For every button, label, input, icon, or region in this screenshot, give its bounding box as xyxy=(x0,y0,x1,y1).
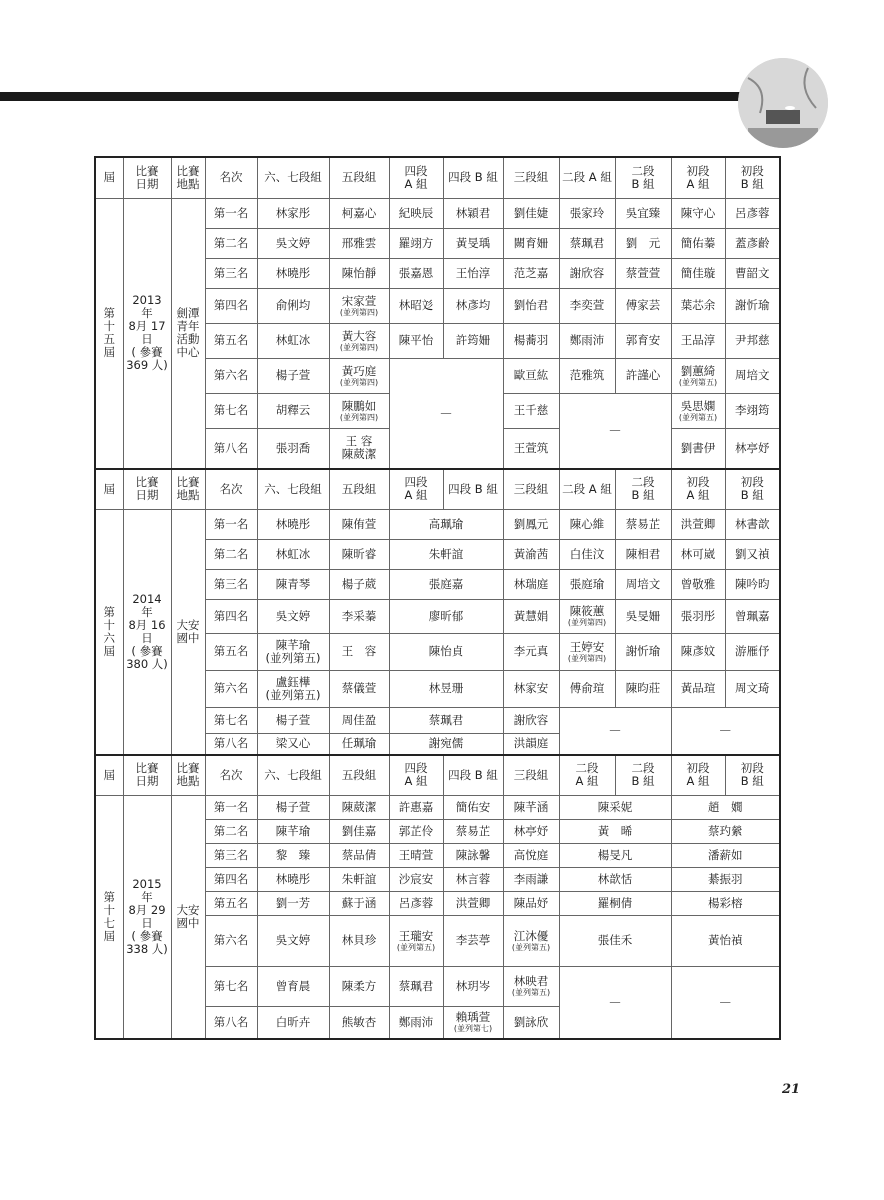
rank-label: 第五名 xyxy=(205,891,257,915)
table-cell: 呂彥蓉 xyxy=(725,198,780,228)
rank-label: 第四名 xyxy=(205,867,257,891)
table-cell: 楊子萱 xyxy=(257,707,329,733)
rank-label: 第三名 xyxy=(205,258,257,288)
table-cell: 周培文 xyxy=(615,569,671,599)
table-cell: 王晴萱 xyxy=(389,843,443,867)
rank-label: 第一名 xyxy=(205,509,257,539)
table-cell: 林瑞庭 xyxy=(503,569,559,599)
column-header: 初段 B 組 xyxy=(725,755,780,795)
table-cell: 劉詠欣 xyxy=(503,1006,559,1039)
column-header: 二段 B 組 xyxy=(615,755,671,795)
tie-note: (並列第四) xyxy=(339,307,379,317)
table-cell: 林昱珊 xyxy=(389,670,503,707)
table-cell: 趙 嫺 xyxy=(671,795,780,819)
table-cell: 吳宜臻 xyxy=(615,198,671,228)
table-cell: 王千慈 xyxy=(503,393,559,428)
table-cell: 許惠嘉 xyxy=(389,795,443,819)
column-header: 四段 B 組 xyxy=(443,157,503,198)
results-table xyxy=(94,156,781,1040)
table-cell: 劉書伊 xyxy=(671,428,725,469)
column-header: 二段 A 組 xyxy=(559,157,615,198)
table-cell: 紀映辰 xyxy=(389,198,443,228)
table-cell: 盧鈺樺 (並列第五) xyxy=(257,670,329,707)
table-cell: 郭芷伶 xyxy=(389,819,443,843)
table-cell: 楊蕎羽 xyxy=(503,323,559,358)
table-cell: 吳文婷 xyxy=(257,228,329,258)
header-bar xyxy=(0,92,745,101)
column-header: 屆 xyxy=(95,469,123,509)
session-label: 第 十 五 屆 xyxy=(95,198,123,469)
column-header: 五段組 xyxy=(329,755,389,795)
table-cell: 吳文婷 xyxy=(257,915,329,966)
table-cell: 白佳汶 xyxy=(559,539,615,569)
table-cell: 林亭妤 xyxy=(725,428,780,469)
table-cell: 林虹冰 xyxy=(257,539,329,569)
column-header: 三段組 xyxy=(503,755,559,795)
table-cell: 范芝嘉 xyxy=(503,258,559,288)
column-header: 名次 xyxy=(205,755,257,795)
tie-note: (並列第五) xyxy=(511,988,551,997)
table-cell: 王品淳 xyxy=(671,323,725,358)
table-cell: 闕育姍 xyxy=(503,228,559,258)
table-cell: 楊旻凡 xyxy=(559,843,671,867)
column-header: 六、七段組 xyxy=(257,469,329,509)
empty-dash: — xyxy=(671,966,780,1039)
tie-note: (並列第四) xyxy=(339,342,379,352)
rank-label: 第七名 xyxy=(205,707,257,733)
table-cell: 陳相君 xyxy=(615,539,671,569)
empty-dash: — xyxy=(671,707,780,755)
table-cell: 張佳禾 xyxy=(559,915,671,966)
column-header: 六、七段組 xyxy=(257,157,329,198)
table-cell: 黃品瑄 xyxy=(671,670,725,707)
column-header: 四段 B 組 xyxy=(443,469,503,509)
table-cell: 游雁伃 xyxy=(725,633,780,670)
column-header: 比賽 日期 xyxy=(123,469,171,509)
table-cell: 王 容 xyxy=(329,633,389,670)
table-cell: 許謹心 xyxy=(615,358,671,393)
table-cell: 賴瑀萱 (並列第七) xyxy=(443,1006,503,1039)
table-cell: 蔡品倩 xyxy=(329,843,389,867)
column-header: 四段 A 組 xyxy=(389,157,443,198)
table-cell: 林亭妤 xyxy=(503,819,559,843)
table-cell: 周培文 xyxy=(725,358,780,393)
table-cell: 朱軒誼 xyxy=(389,539,503,569)
table-cell: 沙宸安 xyxy=(389,867,443,891)
decorative-emblem-icon xyxy=(738,58,828,148)
table-cell: 劉鳳元 xyxy=(503,509,559,539)
table-cell: 黃旻瑀 xyxy=(443,228,503,258)
table-cell: 黃慧娟 xyxy=(503,599,559,633)
empty-dash: — xyxy=(559,707,671,755)
table-cell: 蔡萱萱 xyxy=(615,258,671,288)
table-cell: 任珮瑜 xyxy=(329,733,389,755)
column-header: 二段 A 組 xyxy=(559,755,615,795)
tie-note: (並列第四) xyxy=(567,653,607,663)
table-cell: 蘇于涵 xyxy=(329,891,389,915)
rank-label: 第八名 xyxy=(205,428,257,469)
column-header: 五段組 xyxy=(329,469,389,509)
table-cell: 陳昀莊 xyxy=(615,670,671,707)
table-cell: 曹韶文 xyxy=(725,258,780,288)
table-cell: 黃渝茜 xyxy=(503,539,559,569)
table-cell: 林曉彤 xyxy=(257,509,329,539)
header-row xyxy=(95,157,780,198)
table-cell: 陳吟昀 xyxy=(725,569,780,599)
column-header: 初段 A 組 xyxy=(671,157,725,198)
table-cell: 吳旻姍 xyxy=(615,599,671,633)
table-cell: 陳葳潔 xyxy=(329,795,389,819)
column-header: 二段 B 組 xyxy=(615,469,671,509)
table-cell: 李翊筠 xyxy=(725,393,780,428)
table-cell: 謝欣容 xyxy=(503,707,559,733)
table-cell: 吳思嫻 (並列第五) xyxy=(671,393,725,428)
column-header: 二段 B 組 xyxy=(615,157,671,198)
column-header: 屆 xyxy=(95,157,123,198)
table-cell: 王瓏安 (並列第五) xyxy=(389,915,443,966)
table-cell: 黃怡禎 xyxy=(671,915,780,966)
table-cell: 傅俞瑄 xyxy=(559,670,615,707)
tie-note: (並列第七) xyxy=(453,1024,493,1034)
table-cell: 林昭彣 xyxy=(389,288,443,323)
rank-label: 第六名 xyxy=(205,358,257,393)
table-cell: 黃 晞 xyxy=(559,819,671,843)
column-header: 五段組 xyxy=(329,157,389,198)
table-cell: 羅桐倩 xyxy=(559,891,671,915)
table-cell: 周佳盈 xyxy=(329,707,389,733)
table-cell: 鄭雨沛 xyxy=(559,323,615,358)
table-cell: 張庭瑜 xyxy=(559,569,615,599)
table-cell: 陳青琴 xyxy=(257,569,329,599)
table-cell: 蔡珮君 xyxy=(389,966,443,1006)
table-cell: 郭育安 xyxy=(615,323,671,358)
rank-label: 第七名 xyxy=(205,966,257,1006)
column-header: 四段 A 組 xyxy=(389,755,443,795)
table-cell: 洪韻庭 xyxy=(503,733,559,755)
table-cell: 陳詠馨 xyxy=(443,843,503,867)
column-header: 六、七段組 xyxy=(257,755,329,795)
table-cell: 白昕卉 xyxy=(257,1006,329,1039)
table-cell: 宋家萱 (並列第四) xyxy=(329,288,389,323)
table-cell: 劉 元 xyxy=(615,228,671,258)
table-cell: 謝忻瑜 xyxy=(725,288,780,323)
table-cell: 俞俐均 xyxy=(257,288,329,323)
table-cell: 邢雅雲 xyxy=(329,228,389,258)
table-cell: 陳怡靜 xyxy=(329,258,389,288)
column-header: 比賽 地點 xyxy=(171,755,205,795)
table-cell: 張羽彤 xyxy=(671,599,725,633)
rank-label: 第二名 xyxy=(205,539,257,569)
table-cell: 蔡珮君 xyxy=(389,707,503,733)
table-cell: 李雨謙 xyxy=(503,867,559,891)
table-cell: 熊敏杏 xyxy=(329,1006,389,1039)
table-cell: 林曉彤 xyxy=(257,867,329,891)
header-row xyxy=(95,755,780,795)
rank-label: 第六名 xyxy=(205,670,257,707)
table-cell: 劉蕙綺 (並列第五) xyxy=(671,358,725,393)
table-cell: 范雅筑 xyxy=(559,358,615,393)
table-cell: 劉又禎 xyxy=(725,539,780,569)
table-cell: 曾敬雅 xyxy=(671,569,725,599)
tie-note: (並列第四) xyxy=(339,412,379,422)
table-cell: 曾珮嘉 xyxy=(725,599,780,633)
table-cell: 劉佳婕 xyxy=(503,198,559,228)
column-header: 初段 A 組 xyxy=(671,469,725,509)
column-header: 四段 A 組 xyxy=(389,469,443,509)
table-cell: 陳柔方 xyxy=(329,966,389,1006)
table-cell: 陳平怡 xyxy=(389,323,443,358)
table-cell: 潘薪如 xyxy=(671,843,780,867)
table-cell: 林穎君 xyxy=(443,198,503,228)
table-cell: 張羽喬 xyxy=(257,428,329,469)
table-cell: 蔡珮君 xyxy=(559,228,615,258)
table-cell: 林映君 (並列第五) xyxy=(503,966,559,1006)
table-cell: 蔡易芷 xyxy=(443,819,503,843)
table-cell: 張庭嘉 xyxy=(389,569,503,599)
rank-label: 第三名 xyxy=(205,843,257,867)
column-header: 屆 xyxy=(95,755,123,795)
table-cell: 劉怡君 xyxy=(503,288,559,323)
table-cell: 簡佑安 xyxy=(443,795,503,819)
table-cell: 林家彤 xyxy=(257,198,329,228)
table-cell: 謝宛儒 xyxy=(389,733,503,755)
table-cell: 林玥岑 xyxy=(443,966,503,1006)
table-cell: 柯嘉心 xyxy=(329,198,389,228)
table-cell: 吳文婷 xyxy=(257,599,329,633)
tie-note: (並列第五) xyxy=(396,942,436,952)
table-cell: 劉佳嘉 xyxy=(329,819,389,843)
table-cell: 黃巧庭 (並列第四) xyxy=(329,358,389,393)
rank-label: 第七名 xyxy=(205,393,257,428)
empty-dash: — xyxy=(559,966,671,1039)
table-cell: 林歆恬 xyxy=(559,867,671,891)
rank-label: 第一名 xyxy=(205,795,257,819)
table-cell: 尹邦慈 xyxy=(725,323,780,358)
table-row xyxy=(95,795,780,819)
column-header: 二段 A 組 xyxy=(559,469,615,509)
table-cell: 高悅庭 xyxy=(503,843,559,867)
table-cell: 朱軒誼 xyxy=(329,867,389,891)
match-date: 2013 年 8月 17 日 ( 參賽 369 人) xyxy=(123,198,171,469)
table-cell: 黎 臻 xyxy=(257,843,329,867)
rank-label: 第六名 xyxy=(205,915,257,966)
table-cell: 簡佑蓁 xyxy=(671,228,725,258)
match-place: 劍潭 青年 活動 中心 xyxy=(171,198,205,469)
rank-label: 第二名 xyxy=(205,228,257,258)
table-cell: 呂彥蓉 xyxy=(389,891,443,915)
table-row xyxy=(95,198,780,228)
table-cell: 楊子萱 xyxy=(257,358,329,393)
table-cell: 陳筱蕙 (並列第四) xyxy=(559,599,615,633)
empty-dash: — xyxy=(389,358,503,469)
table-row xyxy=(95,509,780,539)
column-header: 比賽 日期 xyxy=(123,755,171,795)
column-header: 比賽 地點 xyxy=(171,469,205,509)
table-cell: 陳芊瑜 (並列第五) xyxy=(257,633,329,670)
table-cell: 林家安 xyxy=(503,670,559,707)
table-cell: 洪萱卿 xyxy=(671,509,725,539)
table-cell: 李元真 xyxy=(503,633,559,670)
table-cell: 許筠姍 xyxy=(443,323,503,358)
table-cell: 廖昕郁 xyxy=(389,599,503,633)
table-cell: 陳鵬如 (並列第四) xyxy=(329,393,389,428)
column-header: 初段 A 組 xyxy=(671,755,725,795)
table-cell: 王婷安 (並列第四) xyxy=(559,633,615,670)
table-cell: 李芸葶 xyxy=(443,915,503,966)
table-cell: 林可崴 xyxy=(671,539,725,569)
column-header: 名次 xyxy=(205,469,257,509)
empty-dash: — xyxy=(559,393,671,469)
table-cell: 林曉彤 xyxy=(257,258,329,288)
column-header: 四段 B 組 xyxy=(443,755,503,795)
table-cell: 蔡玓縈 xyxy=(671,819,780,843)
tie-note: (並列第四) xyxy=(339,377,379,387)
table-cell: 謝忻瑜 xyxy=(615,633,671,670)
table-cell: 曾育晨 xyxy=(257,966,329,1006)
table-cell: 葉芯余 xyxy=(671,288,725,323)
table-cell: 陳心維 xyxy=(559,509,615,539)
table-cell: 陳芊瑜 xyxy=(257,819,329,843)
table-cell: 李采蓁 xyxy=(329,599,389,633)
rank-label: 第四名 xyxy=(205,288,257,323)
tie-note: (並列第五) xyxy=(511,942,551,952)
rank-label: 第三名 xyxy=(205,569,257,599)
match-date: 2014 年 8月 16 日 ( 參賽 380 人) xyxy=(123,509,171,755)
match-place: 大安 國中 xyxy=(171,795,205,1039)
table-cell: 張嘉恩 xyxy=(389,258,443,288)
rank-label: 第八名 xyxy=(205,1006,257,1039)
table-cell: 陳采妮 xyxy=(559,795,671,819)
header-row xyxy=(95,469,780,509)
table-cell: 王怡淳 xyxy=(443,258,503,288)
table-cell: 謝欣容 xyxy=(559,258,615,288)
table-cell: 楊子葳 xyxy=(329,569,389,599)
table-cell: 張家玲 xyxy=(559,198,615,228)
table-cell: 綦振羽 xyxy=(671,867,780,891)
column-header: 初段 B 組 xyxy=(725,469,780,509)
column-header: 三段組 xyxy=(503,157,559,198)
table-cell: 蔡儀萱 xyxy=(329,670,389,707)
table-cell: 陳芊涵 xyxy=(503,795,559,819)
table-cell: 梁又心 xyxy=(257,733,329,755)
session-label: 第 十 七 屆 xyxy=(95,795,123,1039)
match-place: 大安 國中 xyxy=(171,509,205,755)
table-cell: 陳彥妏 xyxy=(671,633,725,670)
table-cell: 洪萱卿 xyxy=(443,891,503,915)
tie-note: (並列第五) xyxy=(678,377,718,387)
table-cell: 陳守心 xyxy=(671,198,725,228)
table-cell: 高珮瑜 xyxy=(389,509,503,539)
table-cell: 楊子萱 xyxy=(257,795,329,819)
rank-label: 第五名 xyxy=(205,633,257,670)
column-header: 比賽 日期 xyxy=(123,157,171,198)
table-cell: 林書歆 xyxy=(725,509,780,539)
table-cell: 蓋彥齡 xyxy=(725,228,780,258)
column-header: 三段組 xyxy=(503,469,559,509)
page-number: 21 xyxy=(782,1082,801,1097)
table-cell: 王萱筑 xyxy=(503,428,559,469)
table-cell: 陳侑萱 xyxy=(329,509,389,539)
session-label: 第 十 六 屆 xyxy=(95,509,123,755)
rank-label: 第二名 xyxy=(205,819,257,843)
table-cell: 傅家芸 xyxy=(615,288,671,323)
rank-label: 第五名 xyxy=(205,323,257,358)
table-cell: 簡佳璇 xyxy=(671,258,725,288)
table-cell: 楊彩榕 xyxy=(671,891,780,915)
table-cell: 林言蓉 xyxy=(443,867,503,891)
column-header: 名次 xyxy=(205,157,257,198)
table-cell: 陳怡貞 xyxy=(389,633,503,670)
column-header: 比賽 地點 xyxy=(171,157,205,198)
table-cell: 王 容 陳葳潔 xyxy=(329,428,389,469)
rank-label: 第四名 xyxy=(205,599,257,633)
rank-label: 第一名 xyxy=(205,198,257,228)
table-cell: 林虹冰 xyxy=(257,323,329,358)
table-cell: 江沐優 (並列第五) xyxy=(503,915,559,966)
table-cell: 鄭雨沛 xyxy=(389,1006,443,1039)
match-date: 2015 年 8月 29 日 ( 參賽 338 人) xyxy=(123,795,171,1039)
table-cell: 劉一芳 xyxy=(257,891,329,915)
column-header: 初段 B 組 xyxy=(725,157,780,198)
table-cell: 李奕萱 xyxy=(559,288,615,323)
table-cell: 陳昕睿 xyxy=(329,539,389,569)
table-cell: 林彥均 xyxy=(443,288,503,323)
table-cell: 周文琦 xyxy=(725,670,780,707)
table-cell: 黃大容 (並列第四) xyxy=(329,323,389,358)
table-cell: 蔡易芷 xyxy=(615,509,671,539)
table-cell: 林貝珍 xyxy=(329,915,389,966)
table-cell: 羅翊方 xyxy=(389,228,443,258)
table-cell: 胡釋云 xyxy=(257,393,329,428)
rank-label: 第八名 xyxy=(205,733,257,755)
tie-note: (並列第五) xyxy=(678,412,718,422)
table-cell: 陳品妤 xyxy=(503,891,559,915)
tie-note: (並列第四) xyxy=(567,618,607,627)
table-cell: 歐亘紘 xyxy=(503,358,559,393)
